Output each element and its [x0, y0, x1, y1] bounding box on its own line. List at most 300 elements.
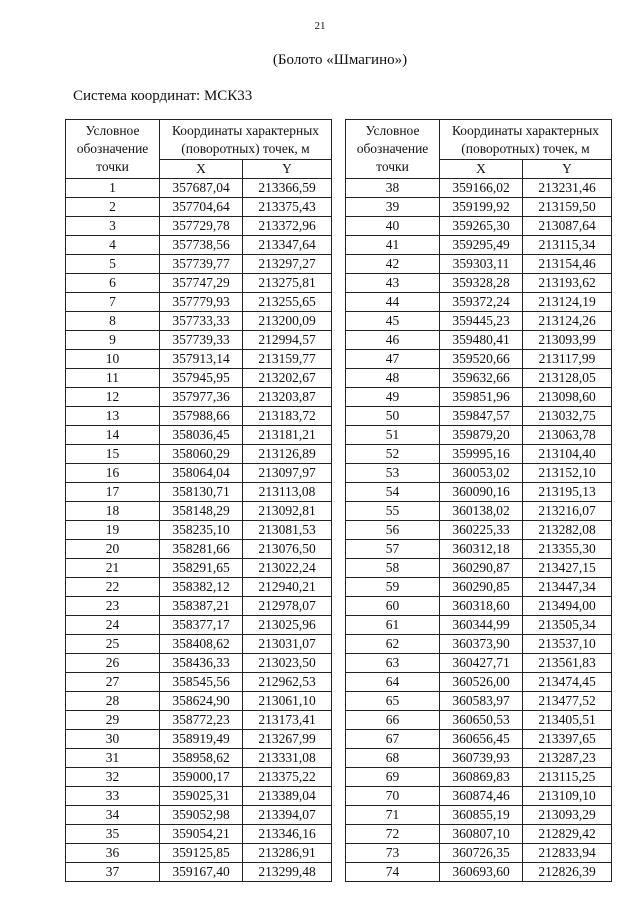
table-row — [346, 654, 612, 673]
x-value: 357988,66 — [160, 407, 243, 426]
header-x: X — [160, 160, 243, 179]
table-row — [66, 711, 332, 730]
y-value: 213331,08 — [243, 749, 332, 768]
point-number: 43 — [346, 274, 440, 293]
x-value: 360855,19 — [440, 806, 523, 825]
x-value: 360138,02 — [440, 502, 523, 521]
table-row — [346, 597, 612, 616]
point-number: 32 — [66, 768, 160, 787]
y-value: 213173,41 — [243, 711, 332, 730]
table-row — [346, 692, 612, 711]
header-y: Y — [523, 160, 612, 179]
point-number: 20 — [66, 540, 160, 559]
y-value: 213023,50 — [243, 654, 332, 673]
point-number: 39 — [346, 198, 440, 217]
y-value: 213032,75 — [523, 407, 612, 426]
table-row — [66, 312, 332, 331]
point-number: 55 — [346, 502, 440, 521]
y-value: 213405,51 — [523, 711, 612, 730]
x-value: 357739,77 — [160, 255, 243, 274]
point-number: 58 — [346, 559, 440, 578]
header-coordinates: Координаты характерных (поворотных) точек, м — [440, 120, 612, 160]
x-value: 360373,90 — [440, 635, 523, 654]
y-value: 213216,07 — [523, 502, 612, 521]
y-value: 213195,13 — [523, 483, 612, 502]
y-value: 213389,04 — [243, 787, 332, 806]
x-value: 359295,49 — [440, 236, 523, 255]
y-value: 213474,45 — [523, 673, 612, 692]
y-value: 213109,10 — [523, 787, 612, 806]
x-value: 359054,21 — [160, 825, 243, 844]
y-value: 213113,08 — [243, 483, 332, 502]
document-title: (Болото «Шмагино») — [272, 52, 408, 68]
y-value: 212962,53 — [243, 673, 332, 692]
table-row — [346, 749, 612, 768]
table-row — [66, 217, 332, 236]
x-value: 357729,78 — [160, 217, 243, 236]
x-value: 359445,23 — [440, 312, 523, 331]
y-value: 213494,00 — [523, 597, 612, 616]
x-value: 360053,02 — [440, 464, 523, 483]
x-value: 360225,33 — [440, 521, 523, 540]
point-number: 59 — [346, 578, 440, 597]
x-value: 359303,11 — [440, 255, 523, 274]
point-number: 45 — [346, 312, 440, 331]
y-value: 213124,19 — [523, 293, 612, 312]
table-row — [346, 578, 612, 597]
table-row — [66, 559, 332, 578]
table-row — [66, 502, 332, 521]
point-number: 25 — [66, 635, 160, 654]
point-number: 52 — [346, 445, 440, 464]
table-row — [346, 407, 612, 426]
point-number: 16 — [66, 464, 160, 483]
table-row — [66, 578, 332, 597]
x-value: 359520,66 — [440, 350, 523, 369]
table-row — [346, 844, 612, 863]
y-value: 213346,16 — [243, 825, 332, 844]
table-row — [66, 825, 332, 844]
table-row — [346, 768, 612, 787]
table-row — [346, 445, 612, 464]
table-row — [346, 350, 612, 369]
y-value: 213202,67 — [243, 369, 332, 388]
table-row — [66, 616, 332, 635]
y-value: 213286,91 — [243, 844, 332, 863]
y-value: 213092,81 — [243, 502, 332, 521]
x-value: 358624,90 — [160, 692, 243, 711]
x-value: 358036,45 — [160, 426, 243, 445]
x-value: 359480,41 — [440, 331, 523, 350]
x-value: 360583,97 — [440, 692, 523, 711]
point-number: 50 — [346, 407, 440, 426]
coordinate-system-label: Система координат: МСК33 — [73, 88, 253, 104]
y-value: 213203,87 — [243, 388, 332, 407]
header-coordinates: Координаты характерных (поворотных) точек, м — [160, 120, 332, 160]
y-value: 213505,34 — [523, 616, 612, 635]
table-row — [346, 483, 612, 502]
table-body-left — [66, 179, 332, 882]
table-row — [346, 521, 612, 540]
point-number: 21 — [66, 559, 160, 578]
x-value: 358436,33 — [160, 654, 243, 673]
y-value: 213231,46 — [523, 179, 612, 198]
x-value: 359125,85 — [160, 844, 243, 863]
table-row — [346, 787, 612, 806]
table-row — [66, 483, 332, 502]
x-value: 357687,04 — [160, 179, 243, 198]
x-value: 357779,93 — [160, 293, 243, 312]
y-value: 213200,09 — [243, 312, 332, 331]
x-value: 360807,10 — [440, 825, 523, 844]
table-row — [66, 236, 332, 255]
point-number: 66 — [346, 711, 440, 730]
y-value: 213081,53 — [243, 521, 332, 540]
table-row — [346, 711, 612, 730]
y-value: 213427,15 — [523, 559, 612, 578]
table-row — [346, 673, 612, 692]
y-value: 213193,62 — [523, 274, 612, 293]
point-number: 10 — [66, 350, 160, 369]
y-value: 213093,29 — [523, 806, 612, 825]
y-value: 213063,78 — [523, 426, 612, 445]
point-number: 67 — [346, 730, 440, 749]
table-row — [66, 540, 332, 559]
table-row — [346, 806, 612, 825]
point-number: 23 — [66, 597, 160, 616]
y-value: 213477,52 — [523, 692, 612, 711]
point-number: 1 — [66, 179, 160, 198]
point-number: 65 — [346, 692, 440, 711]
table-row — [66, 863, 332, 882]
table-row — [66, 521, 332, 540]
table-row — [66, 331, 332, 350]
point-number: 40 — [346, 217, 440, 236]
x-value: 359995,16 — [440, 445, 523, 464]
x-value: 360874,46 — [440, 787, 523, 806]
table-row — [66, 388, 332, 407]
point-number: 37 — [66, 863, 160, 882]
x-value: 358064,04 — [160, 464, 243, 483]
header-x: X — [440, 160, 523, 179]
table-row — [346, 559, 612, 578]
y-value: 212833,94 — [523, 844, 612, 863]
x-value: 360656,45 — [440, 730, 523, 749]
x-value: 359879,20 — [440, 426, 523, 445]
point-number: 38 — [346, 179, 440, 198]
table-row — [66, 464, 332, 483]
point-number: 17 — [66, 483, 160, 502]
table-row — [346, 369, 612, 388]
point-number: 19 — [66, 521, 160, 540]
table-row — [346, 236, 612, 255]
y-value: 213093,99 — [523, 331, 612, 350]
table-row — [346, 179, 612, 198]
table-row — [346, 293, 612, 312]
y-value: 213154,46 — [523, 255, 612, 274]
y-value: 213104,40 — [523, 445, 612, 464]
x-value: 357704,64 — [160, 198, 243, 217]
point-number: 62 — [346, 635, 440, 654]
header-point-label: Условное обозначение точки — [66, 120, 160, 179]
table-row — [66, 749, 332, 768]
x-value: 360739,93 — [440, 749, 523, 768]
x-value: 359199,92 — [440, 198, 523, 217]
x-value: 359052,98 — [160, 806, 243, 825]
y-value: 213022,24 — [243, 559, 332, 578]
x-value: 357747,29 — [160, 274, 243, 293]
point-number: 18 — [66, 502, 160, 521]
y-value: 213126,89 — [243, 445, 332, 464]
y-value: 213282,08 — [523, 521, 612, 540]
x-value: 357733,33 — [160, 312, 243, 331]
table-row — [66, 597, 332, 616]
x-value: 358130,71 — [160, 483, 243, 502]
point-number: 71 — [346, 806, 440, 825]
table-row — [66, 635, 332, 654]
point-number: 26 — [66, 654, 160, 673]
x-value: 359328,28 — [440, 274, 523, 293]
y-value: 213128,05 — [523, 369, 612, 388]
x-value: 357738,56 — [160, 236, 243, 255]
x-value: 359632,66 — [440, 369, 523, 388]
point-number: 12 — [66, 388, 160, 407]
point-number: 49 — [346, 388, 440, 407]
x-value: 358291,65 — [160, 559, 243, 578]
y-value: 213375,43 — [243, 198, 332, 217]
table-row — [346, 255, 612, 274]
point-number: 7 — [66, 293, 160, 312]
x-value: 359847,57 — [440, 407, 523, 426]
point-number: 73 — [346, 844, 440, 863]
point-number: 61 — [346, 616, 440, 635]
point-number: 56 — [346, 521, 440, 540]
y-value: 213347,64 — [243, 236, 332, 255]
header-y: Y — [243, 160, 332, 179]
table-row — [66, 369, 332, 388]
table-row — [346, 464, 612, 483]
y-value: 212994,57 — [243, 331, 332, 350]
table-row — [346, 198, 612, 217]
table-row — [346, 863, 612, 882]
y-value: 213076,50 — [243, 540, 332, 559]
point-number: 4 — [66, 236, 160, 255]
table-row — [346, 274, 612, 293]
coordinates-table-left — [65, 119, 332, 882]
x-value: 357739,33 — [160, 331, 243, 350]
x-value: 358382,12 — [160, 578, 243, 597]
point-number: 35 — [66, 825, 160, 844]
y-value: 213299,48 — [243, 863, 332, 882]
point-number: 47 — [346, 350, 440, 369]
point-number: 11 — [66, 369, 160, 388]
point-number: 33 — [66, 787, 160, 806]
x-value: 358958,62 — [160, 749, 243, 768]
x-value: 357913,14 — [160, 350, 243, 369]
x-value: 357977,36 — [160, 388, 243, 407]
x-value: 359851,96 — [440, 388, 523, 407]
x-value: 360090,16 — [440, 483, 523, 502]
point-number: 36 — [66, 844, 160, 863]
y-value: 212826,39 — [523, 863, 612, 882]
y-value: 213159,50 — [523, 198, 612, 217]
header-point-label: Условное обозначение точки — [346, 120, 440, 179]
point-number: 48 — [346, 369, 440, 388]
point-number: 72 — [346, 825, 440, 844]
table-row — [66, 426, 332, 445]
x-value: 360290,85 — [440, 578, 523, 597]
point-number: 42 — [346, 255, 440, 274]
point-number: 63 — [346, 654, 440, 673]
x-value: 358148,29 — [160, 502, 243, 521]
x-value: 358235,10 — [160, 521, 243, 540]
x-value: 359265,30 — [440, 217, 523, 236]
y-value: 213031,07 — [243, 635, 332, 654]
point-number: 31 — [66, 749, 160, 768]
table-row — [66, 407, 332, 426]
y-value: 213255,65 — [243, 293, 332, 312]
x-value: 360344,99 — [440, 616, 523, 635]
point-number: 24 — [66, 616, 160, 635]
point-number: 74 — [346, 863, 440, 882]
table-row — [66, 654, 332, 673]
point-number: 22 — [66, 578, 160, 597]
table-row — [346, 616, 612, 635]
table-row — [346, 217, 612, 236]
point-number: 60 — [346, 597, 440, 616]
x-value: 358545,56 — [160, 673, 243, 692]
y-value: 213061,10 — [243, 692, 332, 711]
y-value: 213097,97 — [243, 464, 332, 483]
point-number: 2 — [66, 198, 160, 217]
point-number: 29 — [66, 711, 160, 730]
table-row — [66, 293, 332, 312]
x-value: 360318,60 — [440, 597, 523, 616]
table-row — [346, 502, 612, 521]
y-value: 213124,26 — [523, 312, 612, 331]
x-value: 357945,95 — [160, 369, 243, 388]
point-number: 13 — [66, 407, 160, 426]
x-value: 358377,17 — [160, 616, 243, 635]
table-row — [346, 426, 612, 445]
x-value: 359025,31 — [160, 787, 243, 806]
table-row — [66, 445, 332, 464]
x-value: 360427,71 — [440, 654, 523, 673]
y-value: 213115,34 — [523, 236, 612, 255]
x-value: 358408,62 — [160, 635, 243, 654]
table-row — [66, 730, 332, 749]
point-number: 69 — [346, 768, 440, 787]
y-value: 213287,23 — [523, 749, 612, 768]
x-value: 358772,23 — [160, 711, 243, 730]
x-value: 358387,21 — [160, 597, 243, 616]
y-value: 213267,99 — [243, 730, 332, 749]
point-number: 53 — [346, 464, 440, 483]
x-value: 358060,29 — [160, 445, 243, 464]
point-number: 34 — [66, 806, 160, 825]
point-number: 70 — [346, 787, 440, 806]
y-value: 213355,30 — [523, 540, 612, 559]
table-body-right — [346, 179, 612, 882]
table-row — [66, 255, 332, 274]
y-value: 213117,99 — [523, 350, 612, 369]
y-value: 212829,42 — [523, 825, 612, 844]
point-number: 44 — [346, 293, 440, 312]
y-value: 213181,21 — [243, 426, 332, 445]
table-row — [346, 312, 612, 331]
table-row — [66, 350, 332, 369]
point-number: 54 — [346, 483, 440, 502]
x-value: 358281,66 — [160, 540, 243, 559]
y-value: 213397,65 — [523, 730, 612, 749]
y-value: 213183,72 — [243, 407, 332, 426]
table-row — [346, 331, 612, 350]
y-value: 213115,25 — [523, 768, 612, 787]
y-value: 213275,81 — [243, 274, 332, 293]
point-number: 64 — [346, 673, 440, 692]
y-value: 213159,77 — [243, 350, 332, 369]
table-row — [66, 274, 332, 293]
point-number: 15 — [66, 445, 160, 464]
y-value: 213561,83 — [523, 654, 612, 673]
table-row — [66, 844, 332, 863]
x-value: 360290,87 — [440, 559, 523, 578]
x-value: 360869,83 — [440, 768, 523, 787]
y-value: 213447,34 — [523, 578, 612, 597]
point-number: 5 — [66, 255, 160, 274]
x-value: 360312,18 — [440, 540, 523, 559]
y-value: 213366,59 — [243, 179, 332, 198]
y-value: 212940,21 — [243, 578, 332, 597]
table-row — [66, 198, 332, 217]
y-value: 213025,96 — [243, 616, 332, 635]
point-number: 27 — [66, 673, 160, 692]
point-number: 46 — [346, 331, 440, 350]
y-value: 213152,10 — [523, 464, 612, 483]
page-number: 21 — [314, 20, 326, 32]
point-number: 30 — [66, 730, 160, 749]
table-row — [346, 635, 612, 654]
y-value: 213375,22 — [243, 768, 332, 787]
x-value: 360650,53 — [440, 711, 523, 730]
y-value: 213297,27 — [243, 255, 332, 274]
y-value: 212978,07 — [243, 597, 332, 616]
x-value: 360726,35 — [440, 844, 523, 863]
point-number: 41 — [346, 236, 440, 255]
table-row — [346, 730, 612, 749]
x-value: 359372,24 — [440, 293, 523, 312]
x-value: 360526,00 — [440, 673, 523, 692]
point-number: 9 — [66, 331, 160, 350]
table-row — [66, 673, 332, 692]
y-value: 213087,64 — [523, 217, 612, 236]
point-number: 6 — [66, 274, 160, 293]
y-value: 213098,60 — [523, 388, 612, 407]
x-value: 359166,02 — [440, 179, 523, 198]
table-row — [66, 692, 332, 711]
point-number: 14 — [66, 426, 160, 445]
point-number: 8 — [66, 312, 160, 331]
table-row — [66, 179, 332, 198]
point-number: 68 — [346, 749, 440, 768]
y-value: 213372,96 — [243, 217, 332, 236]
x-value: 359167,40 — [160, 863, 243, 882]
table-row — [346, 825, 612, 844]
point-number: 51 — [346, 426, 440, 445]
coordinates-table-right — [345, 119, 612, 882]
y-value: 213537,10 — [523, 635, 612, 654]
table-row — [66, 806, 332, 825]
